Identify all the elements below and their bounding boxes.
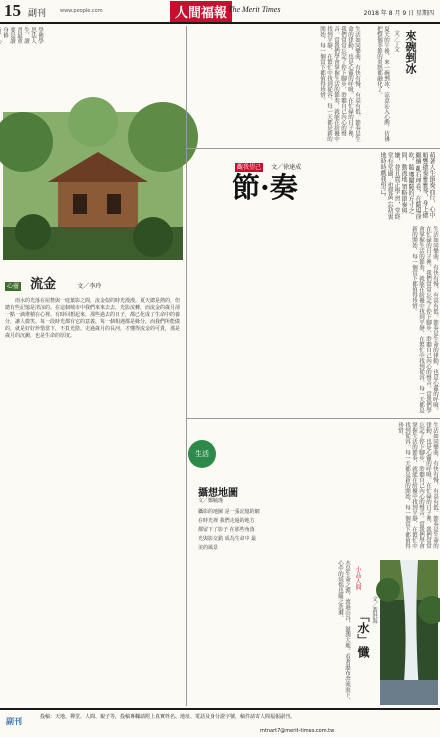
- footer-label: 副刊: [6, 717, 22, 726]
- section-divider: [186, 148, 440, 149]
- bottom-right-body: 水是生命之源，流過山谷，滋潤大地。看著瀑布奔流而下，心中的煩惱也隨之洗滌。: [337, 560, 350, 703]
- section-name: 副刊: [28, 9, 47, 19]
- feature-author: 文／徐達成: [271, 164, 302, 171]
- poem-body: 攝影的地圖 是一張記憶的網 在時光裡 我們走過的地方 都留下了影子 在那些角落 光與影交錯 成為生命中 最美的風景: [198, 509, 260, 551]
- top-right-author: 文／丁文: [393, 30, 399, 52]
- left-strip-text: 學佛學思法人生，讀書最重要是讀身修: [2, 27, 43, 44]
- poem-tag: 生活: [195, 450, 209, 458]
- poem-title: 攝想地圖: [198, 488, 238, 499]
- left-article-body: 雨水的光落在屋簷與一庭葉影之間，流金似的時光漫漫。夏天總是熱的，但總有些記憶是清涼的。在這個城市中我們來來去去，光影流轉，而流金的歲月卻一點一滴堆積在心裡。有時回想起來，那些過去的日子，都已化成了生命中的養分，讓人微笑。每一段時光都有它的意義，每一個相遇都是緣分，而我們所能做的，就是好好珍惜當下，不負光陰。走過歲月的長河，才懂得流金的可貴，那是歲月的沉澱，也是生命的厚度。: [5, 298, 181, 339]
- issue-date: 2018 年 8 月 9 日 星期四: [363, 10, 434, 17]
- poem-icon: [188, 440, 216, 468]
- left-article-title: 流金: [30, 277, 57, 292]
- section-divider-2: [186, 418, 440, 419]
- top-right-body: 夏天的午後，來一碗剉冰，涼意沁入心脾，彷彿把整個季節的炎熱都融化了。: [376, 26, 389, 142]
- column-divider: [186, 26, 187, 706]
- footer-text: 投稿：天地、禪堂、人間、親子等，投稿專欄請附上真實姓名、地址、電話及身分證字號，稿件請寄人間福報副刊。: [40, 714, 296, 720]
- feature-tag-label: 觀我望己: [237, 164, 262, 171]
- top-right-title: 來碗剉冰: [404, 30, 417, 74]
- waterfall-photo: [380, 560, 438, 705]
- page-header: [0, 0, 440, 24]
- page-footer: [0, 708, 440, 737]
- bottom-right-title: 「水」懺: [356, 610, 370, 658]
- left-article-header: [5, 273, 185, 293]
- pavilion-illustration: [3, 112, 183, 260]
- left-article-tag: 心靈: [7, 283, 20, 290]
- feature-lead: 萌著人生節奏而行，心中順響總奏雅雅琴，身上總繼續 亂石埋卷，在隨場徐吹。隨 獲關隨的方寸之間，動流地 領略節奏與嫌，並且貫正學 習，堂終堂有堂過，也要黃 忘初衷地時時戲我望己。: [379, 152, 435, 220]
- bottom-right-tag: 小品人間: [354, 566, 361, 590]
- left-article-author: 文／李玲: [77, 283, 102, 290]
- top-middle-text: 生活如同樂曲，有快有慢，有高有低。節奏是生命的律動，也是心靈的呼吸。在忙碌的日子裡，我們常常忘記了停下腳步，聆聽自己內心的聲音。當我們學會掌握生活的節奏，就能在紛擾中找到平靜，在繁忙中找到從容。每一天都是新的開始，每一個當下都值得珍惜。: [319, 26, 360, 142]
- middle-lower-text: 生活如同樂曲，有快有慢，有高有低。節奏是生命的律動，也是心靈的呼吸。在忙碌的日子裡，我們常常忘記了停下腳步，聆聽自己內心的聲音。當我們學會掌握生活的節奏，就能在紛擾中找到平靜，在繁忙中找到從容。每一天都是新的開始，每一個當下都值得珍惜。: [397, 422, 438, 549]
- header-url: www.people.com: [60, 8, 103, 14]
- newspaper-logo: 人間福報: [170, 1, 232, 22]
- feature-title: 節·奏: [232, 171, 298, 204]
- newspaper-logo-en: The Merit Times: [228, 5, 281, 14]
- waterfall-illustration: [380, 560, 438, 705]
- pavilion-photo: [3, 112, 183, 260]
- feature-body: 生活如同樂曲，有快有慢，有高有低。節奏是生命的律動，也是心靈的呼吸。在忙碌的日子裡，我們常常忘記了停下腳步，聆聽自己內心的聲音。當我們學會掌握生活的節奏，就能在紛擾中找到平靜，在繁忙中找到從容。每一天都是新的開始，每一個當下都值得珍惜。: [411, 226, 438, 413]
- page-number: 15: [4, 1, 21, 20]
- bottom-right-author: 文／黃洪海: [371, 596, 377, 624]
- footer-email[interactable]: mtnart7@merit-times.com.tw: [260, 728, 335, 734]
- poem-author: 文／鄭毓瑾: [198, 498, 224, 504]
